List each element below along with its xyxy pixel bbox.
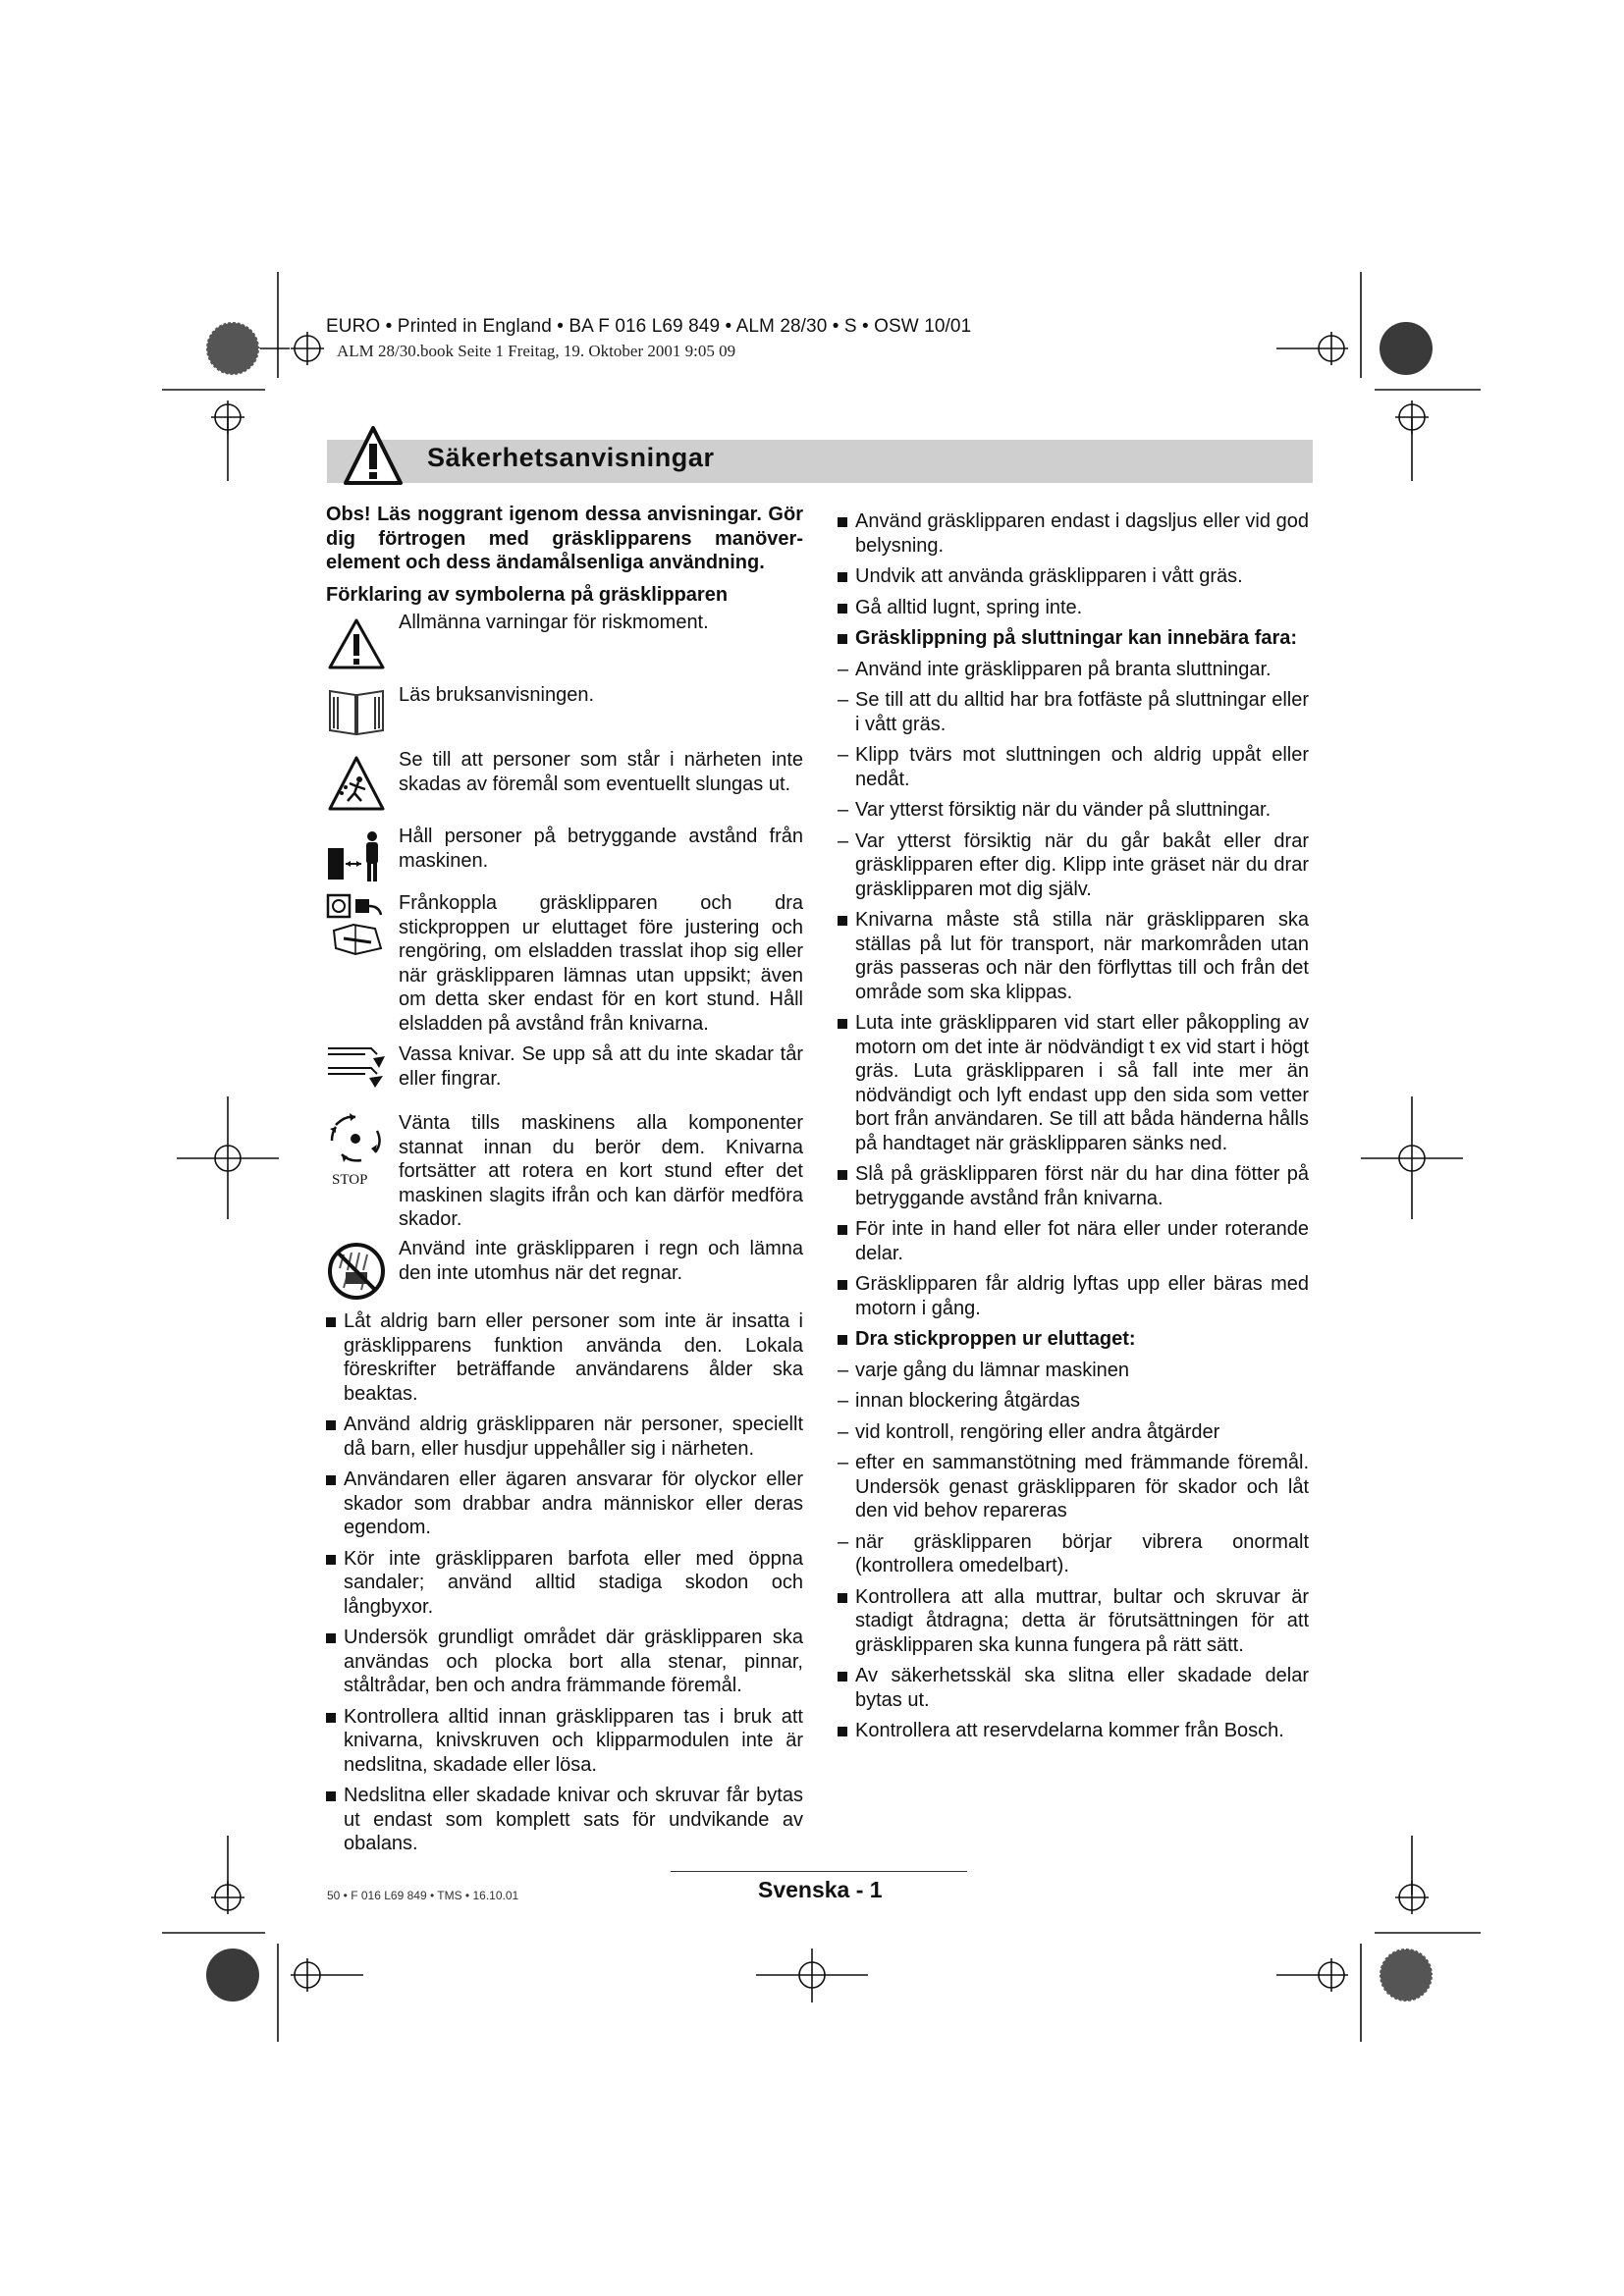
footer-code: 50 • F 016 L69 849 • TMS • 16.10.01: [327, 1889, 519, 1902]
symbol-text: Vassa knivar. Se upp så att du inte skadar tår eller fingrar.: [399, 1043, 803, 1090]
list-item: Undersök grundligt området där gräsklipparen ska användas och plocka bort alla stenar, pinnar, ståltrådar, ben och andra främmande föremål.: [326, 1626, 803, 1698]
book-icon: [326, 683, 387, 736]
list-item: – Se till att du alltid har bra fotfäste på sluttningar eller i vått gräs.: [838, 689, 1309, 735]
intro-text: Obs! Läs noggrant igenom dessa anvisningar. Gör dig förtrogen med gräsklipparens manöver-element och dess ändamålsenliga användning.: [326, 504, 803, 573]
sharp-blades-icon: [326, 1042, 387, 1090]
list-item: Undvik att använda gräsklipparen i vått gräs.: [838, 564, 1309, 589]
list-item: Slå på gräsklipparen först när du har dina fötter på betryggande avstånd från knivarna.: [838, 1162, 1309, 1210]
list-item: Användaren eller ägaren ansvarar för olyckor eller skador som drabbar andra människor eller deras egendom.: [326, 1468, 803, 1540]
list-item: – Använd inte gräsklipparen på branta sluttningar.: [838, 658, 1272, 680]
symbols-heading: Förklaring av symbolerna på gräsklipparen: [326, 583, 729, 606]
list-item: – när gräsklipparen börjar vibrera onormalt (kontrollera omedelbart).: [838, 1530, 1309, 1576]
symbol-text: Allmänna varningar för riskmoment.: [399, 612, 709, 633]
list-item: – varje gång du lämnar maskinen: [838, 1359, 1130, 1381]
flying-object-icon: [326, 754, 387, 813]
symbol-text: Se till att personer som står i närheten inte skadas av föremål som eventuellt slungas ut.: [399, 749, 803, 795]
list-item: Kontrollera alltid innan gräsklipparen tas i bruk att knivarna, knivskruven och klipparmodulen inte är nedslitna, skadade eller lösa.: [326, 1705, 803, 1778]
list-item: Gräsklipparen får aldrig lyftas upp eller bäras med motorn i gång.: [838, 1272, 1309, 1320]
list-item: Knivarna måste stå stilla när gräsklipparen ska ställas på lut för transport, när markområden utan gräs passeras och när den förflyttas till och från det område som ska klippas.: [838, 908, 1309, 1004]
symbol-row: [326, 611, 803, 671]
symbol-text: Frånkoppla gräsklipparen och dra stickproppen ur eluttaget före justering och rengöring, om elsladden trasslat ihop sig eller när gräsklipparen lämnas utan uppsikt; även om detta sker endast för en kort stund. Håll elsladden på avstånd från knivarna.: [399, 892, 803, 1035]
list-item: Luta inte gräsklipparen vid start eller påkoppling av motorn om det inte är nödvändigt t ex vid start i högt gräs. Luta gräsklipparen i så fall inte mer än nödvändigt och lyft endast upp den sida som vetter bort från användaren. Se till att båda händerna hålls på handtaget när gräsklipparen sänks ned.: [838, 1011, 1309, 1155]
warning-triangle-icon: [343, 424, 404, 489]
print-header-line-1: EURO • Printed in England • BA F 016 L69 849 • ALM 28/30 • S • OSW 10/01: [326, 316, 972, 337]
list-item: – Var ytterst försiktig när du vänder på sluttningar.: [838, 799, 1272, 821]
list-item: Gå alltid lugnt, spring inte.: [838, 596, 1309, 620]
symbol-text: Läs bruksanvisningen.: [399, 684, 595, 706]
symbol-row: [326, 891, 803, 1039]
list-item: Kontrollera att alla muttrar, bultar och skruvar är stadigt åtdragna; detta är förutsättningen för att gräsklipparen ska kunna fungera på rätt sätt.: [838, 1585, 1309, 1658]
distance-person-icon: [326, 828, 387, 883]
list-item: – vid kontroll, rengöring eller andra åtgärder: [838, 1420, 1220, 1443]
stop-label: STOP: [332, 1172, 368, 1188]
symbol-text: Vänta tills maskinens alla komponenter stannat innan du berör dem. Knivarna fortsätter att rotera en kort stund efter det maskinen slagits ifrån och kan därför medföra skador.: [399, 1112, 803, 1230]
footer-rule: [671, 1871, 967, 1872]
symbol-row: [326, 1111, 803, 1233]
right-column: [838, 503, 1309, 1743]
list-item: Dra stickproppen ur eluttaget:: [838, 1327, 1309, 1352]
list-item: Kontrollera att reservdelarna kommer från Bosch.: [838, 1719, 1309, 1743]
list-item: Gräsklippning på sluttningar kan innebära fara:: [838, 626, 1309, 651]
stop-rotation-icon: [326, 1111, 387, 1166]
unplug-icon: [326, 891, 387, 960]
page-title: Säkerhetsanvisningar: [427, 443, 715, 472]
symbol-text: Använd inte gräsklipparen i regn och lämna den inte utomhus när det regnar.: [399, 1238, 803, 1284]
symbol-row: [326, 825, 803, 883]
list-item: Använd aldrig gräsklipparen när personer, speciellt då barn, eller husdjur uppehåller sig i närheten.: [326, 1413, 803, 1461]
list-item: – innan blockering åtgärdas: [838, 1390, 1081, 1412]
list-item: – efter en sammanstötning med främmande föremål. Undersök genast gräsklipparen för skador och låt den vid behov repareras: [838, 1452, 1309, 1522]
list-item: – Klipp tvärs mot sluttningen och aldrig uppåt eller nedåt.: [838, 744, 1309, 790]
warning-triangle-icon: [326, 616, 387, 671]
print-header-line-2: ALM 28/30.book Seite 1 Freitag, 19. Oktober 2001 9:05 09: [337, 342, 736, 360]
symbol-row: [326, 1237, 803, 1298]
symbol-row: [326, 748, 803, 821]
symbol-text: Håll personer på betryggande avstånd från maskinen.: [399, 826, 803, 872]
list-item: Nedslitna eller skadade knivar och skruvar får bytas ut endast som komplett sats för undvikande av obalans.: [326, 1784, 803, 1856]
left-column: [326, 503, 803, 1856]
list-item: Av säkerhetsskäl ska slitna eller skadade delar bytas ut.: [838, 1664, 1309, 1712]
page-number: Svenska - 1: [758, 1877, 883, 1902]
no-rain-icon: [326, 1241, 387, 1302]
symbol-row: [326, 1042, 803, 1097]
symbol-row: [326, 683, 803, 744]
list-item: För inte in hand eller fot nära eller under roterande delar.: [838, 1217, 1309, 1265]
list-item: Använd gräsklipparen endast i dagsljus eller vid god belysning.: [838, 509, 1309, 558]
list-item: – Var ytterst försiktig när du går bakåt eller drar gräsklipparen efter dig. Klipp inte gräset när du drar gräsklipparen mot dig själv.: [838, 829, 1309, 900]
list-item: Kör inte gräsklipparen barfota eller med öppna sandaler; använd alltid stadiga skodon och långbyxor.: [326, 1547, 803, 1620]
list-item: Låt aldrig barn eller personer som inte är insatta i gräsklipparens funktion använda den. Lokala föreskrifter beträffande användarens ålder ska beaktas.: [326, 1309, 803, 1406]
